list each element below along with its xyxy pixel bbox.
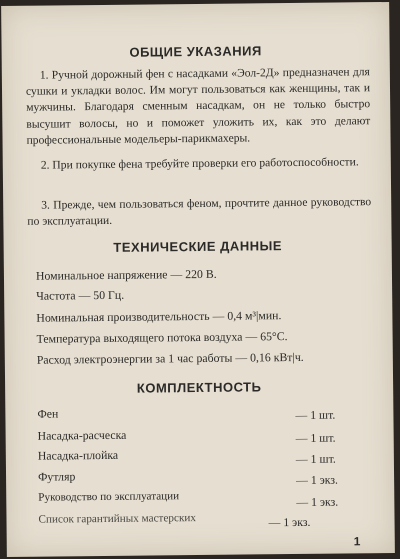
kit-item-name: Насадка-расческа bbox=[37, 427, 127, 443]
kit-item-qty: — 1 шт. bbox=[295, 451, 336, 466]
general-paragraph-2: 2. При покупке фена требуйте проверки его работоспособности. bbox=[40, 155, 359, 172]
page-number: 1 bbox=[353, 534, 361, 549]
kit-item-qty: — 1 шт. bbox=[295, 407, 336, 422]
general-paragraph-3: 3. Прежде, чем пользоваться феном, прочтите данное руководство по эксплуатации. bbox=[27, 195, 372, 228]
specs-heading: ТЕХНИЧЕСКИЕ ДАННЫЕ bbox=[113, 238, 283, 255]
kit-item-name: Фен bbox=[37, 406, 59, 421]
spec-line: Номинальное напряжение — 220 В. bbox=[35, 266, 217, 283]
kit-item-qty: — 1 шт. bbox=[295, 430, 336, 445]
spec-line: Частота — 50 Гц. bbox=[36, 287, 125, 303]
kit-item-name: Руководство по эксплуатации bbox=[38, 490, 180, 504]
spec-line: Номинальная производительность — 0,4 м³|мин. bbox=[36, 308, 282, 325]
kit-item-name: Насадка-плойка bbox=[37, 447, 119, 463]
booklet-page bbox=[1, 2, 395, 557]
general-heading: ОБЩИЕ УКАЗАНИЯ bbox=[129, 43, 262, 60]
spec-line: Температура выходящего потока воздуха — 65°С. bbox=[36, 329, 288, 346]
kit-heading: КОМПЛЕКТНОСТЬ bbox=[136, 379, 262, 396]
kit-item-qty: — 1 экз. bbox=[296, 472, 339, 487]
kit-item-name: Футляр bbox=[37, 469, 76, 484]
general-paragraph-1: 1. Ручной дорожный фен с насадками «Эол-2Д» предназначен для сушки и укладки волос. Им могут пользоваться как женщины, так и мужчины. Благодаря сменным насадкам, он не только быстро высушит волосы, но и поможет уложить их, как это делают профессиональные модельеры-парикмахеры. bbox=[25, 65, 371, 147]
kit-item-name: Список гарантийных мастерских bbox=[38, 512, 197, 526]
spec-line: Расход электроэнергии за 1 час работы — 0,16 кВт|ч. bbox=[36, 349, 304, 367]
kit-item-qty: — 1 экз. bbox=[296, 494, 339, 509]
kit-item-qty: — 1 экз. bbox=[268, 514, 311, 530]
